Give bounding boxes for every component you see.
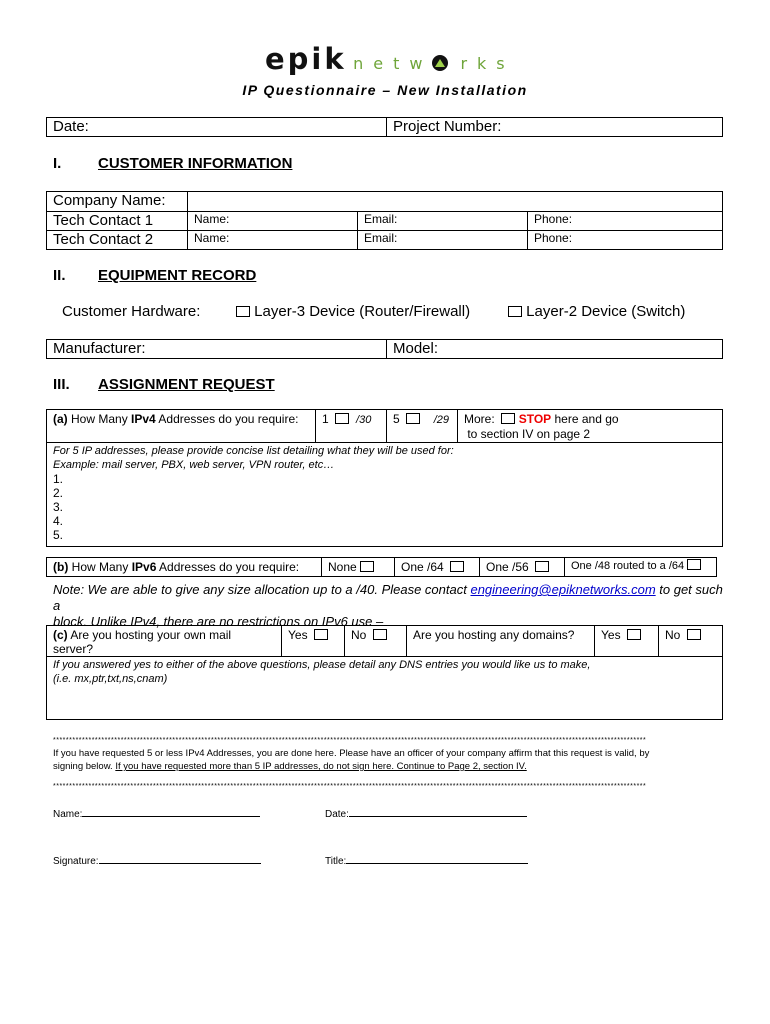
mail-q-line1: Are you hosting your own mail [67,628,232,642]
signing-text-line2b: If you have requested more than 5 IP addresses, do not sign here. Continue to Page 2, section IV. [115,761,527,772]
manufacturer-field[interactable] [47,340,387,359]
ipv4-option-5[interactable] [387,410,458,443]
mail-no-label: No [351,628,367,642]
equipment-table [46,339,723,359]
mail-yes-label: Yes [288,628,308,642]
mail-hosting-table [46,625,723,720]
ipv4-usage-notes[interactable] [47,443,723,547]
ipv6-option-none[interactable] [322,558,395,577]
tech1-email-field[interactable] [358,212,528,231]
ipv6-note-part-b: to get such a [53,582,723,613]
tech1-name-label: Name: [194,212,230,226]
mail-server-question [47,626,282,657]
separator-stars-top: **************************************************************************************************************************************************************************************** [53,737,647,744]
tech1-phone-field[interactable] [528,212,723,231]
ipv6-56-label: One /56 [486,560,529,574]
tech-contact-1-label: Tech Contact 1 [53,212,154,229]
ipv6-64-label: One /64 [401,560,444,574]
separator-stars-bottom: **************************************************************************************************************************************************************************************** [53,783,647,790]
ipv6-note-line2: block. Unlike IPv4, there are no restrictions on IPv6 use – [53,614,384,629]
ipv4-more-checkbox[interactable] [501,413,515,424]
mail-no-option[interactable] [345,626,407,657]
tech2-email-label: Email: [364,231,398,245]
domains-no-checkbox[interactable] [687,629,701,640]
layer2-checkbox[interactable] [508,306,522,317]
domains-question-label: Are you hosting any domains? [413,628,575,642]
tech-contact-1-label-cell [47,212,188,231]
tech2-phone-label: Phone: [534,231,573,245]
ipv6-option-64[interactable] [395,558,480,577]
mail-yes-checkbox[interactable] [314,629,328,640]
date-field[interactable] [47,118,387,137]
section-3-number: III. [53,376,70,393]
ipv6-option-48[interactable] [565,558,717,577]
project-number-field[interactable] [387,118,723,137]
company-name-label: Company Name: [53,192,166,209]
mail-yes-option[interactable] [282,626,345,657]
signer-name-line[interactable] [82,806,260,817]
globe-icon [432,55,448,71]
section-2-number: II. [53,267,66,284]
signer-date-field[interactable] [325,806,527,820]
page-title: IP Questionnaire – New Installation [242,82,528,98]
list-item: 1. [53,472,64,486]
tech2-phone-field[interactable] [528,231,723,250]
list-item: 2. [53,486,64,500]
model-field[interactable] [387,340,723,359]
section-2-title: EQUIPMENT RECORD [98,267,257,284]
logo-wordmark: epik [265,42,347,76]
model-label: Model: [393,340,439,357]
list-item: 3. [53,500,64,514]
ipv6-q-bold: IPv6 [131,560,157,574]
ipv6-64-checkbox[interactable] [450,561,464,572]
signer-title-line[interactable] [346,853,528,864]
ipv4-note-line1: For 5 IP addresses, please provide concise list detailing what they will be used for: [53,445,454,457]
signature-line[interactable] [99,853,261,864]
logo-subtext-left: netw [353,54,433,73]
tech2-name-field[interactable] [188,231,358,250]
date-label: Date: [53,118,89,135]
signer-name-label: Name: [53,809,83,820]
ipv4-option-1[interactable] [316,410,387,443]
manufacturer-label: Manufacturer: [53,340,146,357]
signer-title-label: Title: [325,856,347,867]
section-1-title: CUSTOMER INFORMATION [98,155,293,172]
domains-yes-checkbox[interactable] [627,629,641,640]
mail-q-line2: server? [53,642,94,656]
ipv4-more-suffix: here and go [551,412,619,426]
list-item: 4. [53,514,64,528]
tech1-phone-label: Phone: [534,212,573,226]
ipv4-29-checkbox[interactable] [406,413,420,424]
layer3-label: Layer-3 Device (Router/Firewall) [254,303,471,320]
tech-contact-2-label: Tech Contact 2 [53,231,154,248]
company-name-label-cell [47,192,188,212]
ipv4-q-suffix: Addresses do you require: [155,412,299,426]
domains-no-option[interactable] [659,626,723,657]
ipv4-usage-list [53,472,722,542]
layer2-label: Layer-2 Device (Switch) [526,303,686,320]
ipv6-note [53,582,723,630]
tech-contact-2-label-cell [47,231,188,250]
project-number-label: Project Number: [393,118,502,135]
ipv6-q-suffix: Addresses do you require: [156,560,300,574]
tech1-email-label: Email: [364,212,398,226]
mail-no-checkbox[interactable] [373,629,387,640]
customer-info-table [46,191,723,250]
ipv4-q-prefix: (a) [53,412,68,426]
layer2-option[interactable] [508,303,685,320]
tech2-name-label: Name: [194,231,230,245]
list-item: 5. [53,528,64,542]
ipv6-56-checkbox[interactable] [535,561,549,572]
signing-instructions [53,747,649,773]
header-table [46,117,723,137]
ipv6-48-checkbox[interactable] [687,559,701,570]
signature-field[interactable] [53,853,261,867]
tech2-email-field[interactable] [358,231,528,250]
layer3-checkbox[interactable] [236,306,250,317]
ipv6-table [46,557,717,577]
ipv4-opt1-num: 1 [322,412,329,426]
domains-no-label: No [665,628,681,642]
customer-hardware-label: Customer Hardware: [62,303,201,320]
signer-name-field[interactable] [53,806,260,820]
ipv4-option-more[interactable] [458,410,723,443]
domains-yes-label: Yes [601,628,621,642]
section-3-title: ASSIGNMENT REQUEST [98,376,275,393]
signing-text-line1: If you have requested 5 or less IPv4 Addresses, you are done here. Please have an officer of your company affirm that this request is valid, by [53,748,650,759]
ipv4-opt2-num: 5 [393,412,400,426]
ipv4-q-bold: IPv4 [131,412,156,426]
stop-label: STOP [518,412,552,426]
ipv4-opt1-cidr: /30 [356,414,372,426]
signature-label: Signature: [53,856,99,867]
dns-note-line2: (i.e. mx,ptr,txt,ns,cnam) [53,673,168,685]
domains-yes-option[interactable] [595,626,659,657]
ipv4-q-mid: How Many [67,412,132,426]
ipv4-note-line2: Example: mail server, PBX, web server, VPN router, etc… [53,459,335,471]
epik-networks-logo [265,42,515,82]
ipv6-question [47,558,322,577]
domains-question [407,626,595,657]
company-name-field[interactable] [188,192,723,212]
dns-entries-field[interactable] [47,657,723,720]
ipv4-more-label: More: [464,412,495,426]
ipv6-48-label: One /48 routed to a /64 [571,560,685,572]
ipv4-question [47,410,316,443]
ipv6-none-checkbox[interactable] [360,561,374,572]
ipv4-more-line2: to section IV on page 2 [467,427,591,441]
ipv6-option-56[interactable] [480,558,565,577]
ipv6-none-label: None [328,560,357,574]
signer-date-line[interactable] [349,806,527,817]
ipv6-note-part-a: Note: We are able to give any size allocation up to a /40. Please contact [53,582,471,597]
signer-date-label: Date: [325,809,349,820]
ipv4-30-checkbox[interactable] [335,413,349,424]
ipv6-q-prefix: (b) [53,560,69,574]
layer3-option[interactable] [236,303,470,320]
engineering-email-link[interactable]: engineering@epiknetworks.com [470,582,656,597]
ipv4-table [46,409,723,547]
section-1-number: I. [53,155,62,172]
signer-title-field[interactable] [325,853,528,867]
tech1-name-field[interactable] [188,212,358,231]
ipv6-q-mid: How Many [68,560,132,574]
signing-text-line2a: signing below. [53,761,116,772]
dns-note-line1: If you answered yes to either of the above questions, please detail any DNS entries you would like us to make, [53,659,591,671]
logo-subtext-right: rks [460,54,515,73]
mail-q-prefix: (c) [53,628,68,642]
ipv4-opt2-cidr: /29 [433,414,449,426]
